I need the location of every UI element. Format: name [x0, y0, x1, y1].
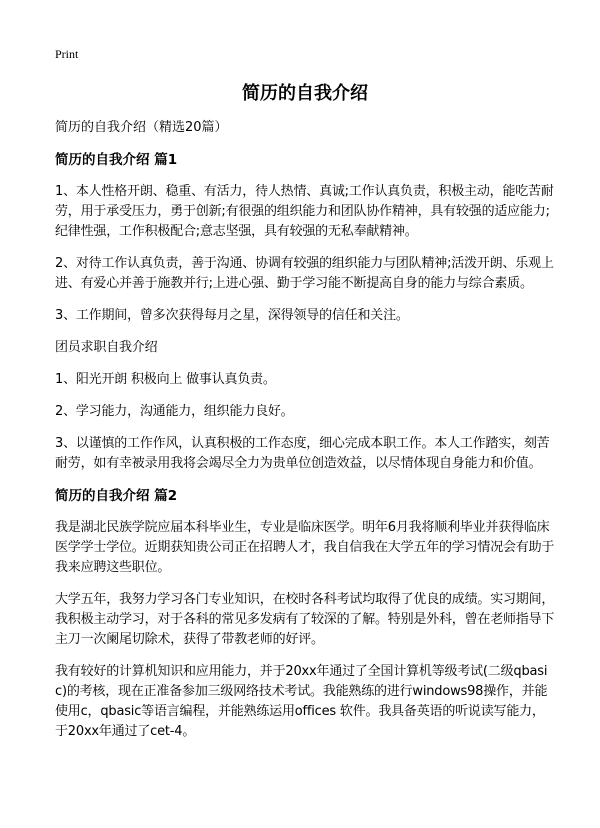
document-title: 简历的自我介绍 [242, 83, 368, 104]
section-2-paragraph: 我是湖北民族学院应届本科毕业生，专业是临床医学。明年6月我将顺利毕业并获得临床医学学士学位。近期获知贵公司正在招聘人才，我自信我在大学五年的学习情况会有助于我来应聘这些职位。 [55, 520, 555, 575]
section-1-paragraph: 2、学习能力，沟通能力，组织能力良好。 [55, 404, 294, 419]
section-1-paragraph: 3、工作期间，曾多次获得每月之星，深得领导的信任和关注。 [55, 308, 409, 323]
section-1-paragraph: 1、阳光开朗 积极向上 做事认真负责。 [55, 372, 276, 387]
section-2-paragraph: 大学五年，我努力学习各门专业知识，在校时各科考试均取得了优良的成绩。实习期间，我积极主动学习，对于各科的常见多发病有了较深的了解。特别是外科，曾在老师指导下主刀一次阑尾切除术，获得了带教老师的好评。 [55, 592, 555, 647]
print-label: Print [55, 47, 79, 61]
section-2-heading: 简历的自我介绍 篇2 [55, 488, 178, 504]
section-1-paragraph: 3、以谨慎的工作作风，认真积极的工作态度，细心完成本职工作。本人工作踏实，刻苦耐劳，如有幸被录用我将会竭尽全力为贵单位创造效益，以尽情体现自身能力和价值。 [55, 436, 550, 471]
section-1-paragraph: 2、对待工作认真负责，善于沟通、协调有较强的组织能力与团队精神;活泼开朗、乐观上进、有爱心并善于施教并行;上进心强、勤于学习能不断提高自身的能力与综合素质。 [55, 256, 554, 291]
section-1-paragraph: 1、本人性格开朗、稳重、有活力，待人热情、真诚;工作认真负责，积极主动，能吃苦耐劳，用于承受压力，勇于创新;有很强的组织能力和团队协作精神，具有较强的适应能力;纪律性强，工作积极配合;意志坚强，具有较强的无私奉献精神。 [55, 184, 554, 239]
section-1-heading: 简历的自我介绍 篇1 [55, 152, 178, 168]
section-1-subheading: 团员求职自我介绍 [55, 340, 158, 355]
document-body [55, 118, 555, 754]
document-subtitle: 简历的自我介绍（精选20篇） [55, 120, 228, 135]
section-2-paragraph: 我有较好的计算机知识和应用能力，并于20xx年通过了全国计算机等级考试(二级qbasic)的考核，现在正准备参加三级网络技术考试。我能熟练的进行windows98操作，并能使用c，qbasic等语言编程，并能熟练运用offices 软件。我具备英语的听说读写能力，于20xx年通过了cet-4。 [55, 664, 548, 739]
